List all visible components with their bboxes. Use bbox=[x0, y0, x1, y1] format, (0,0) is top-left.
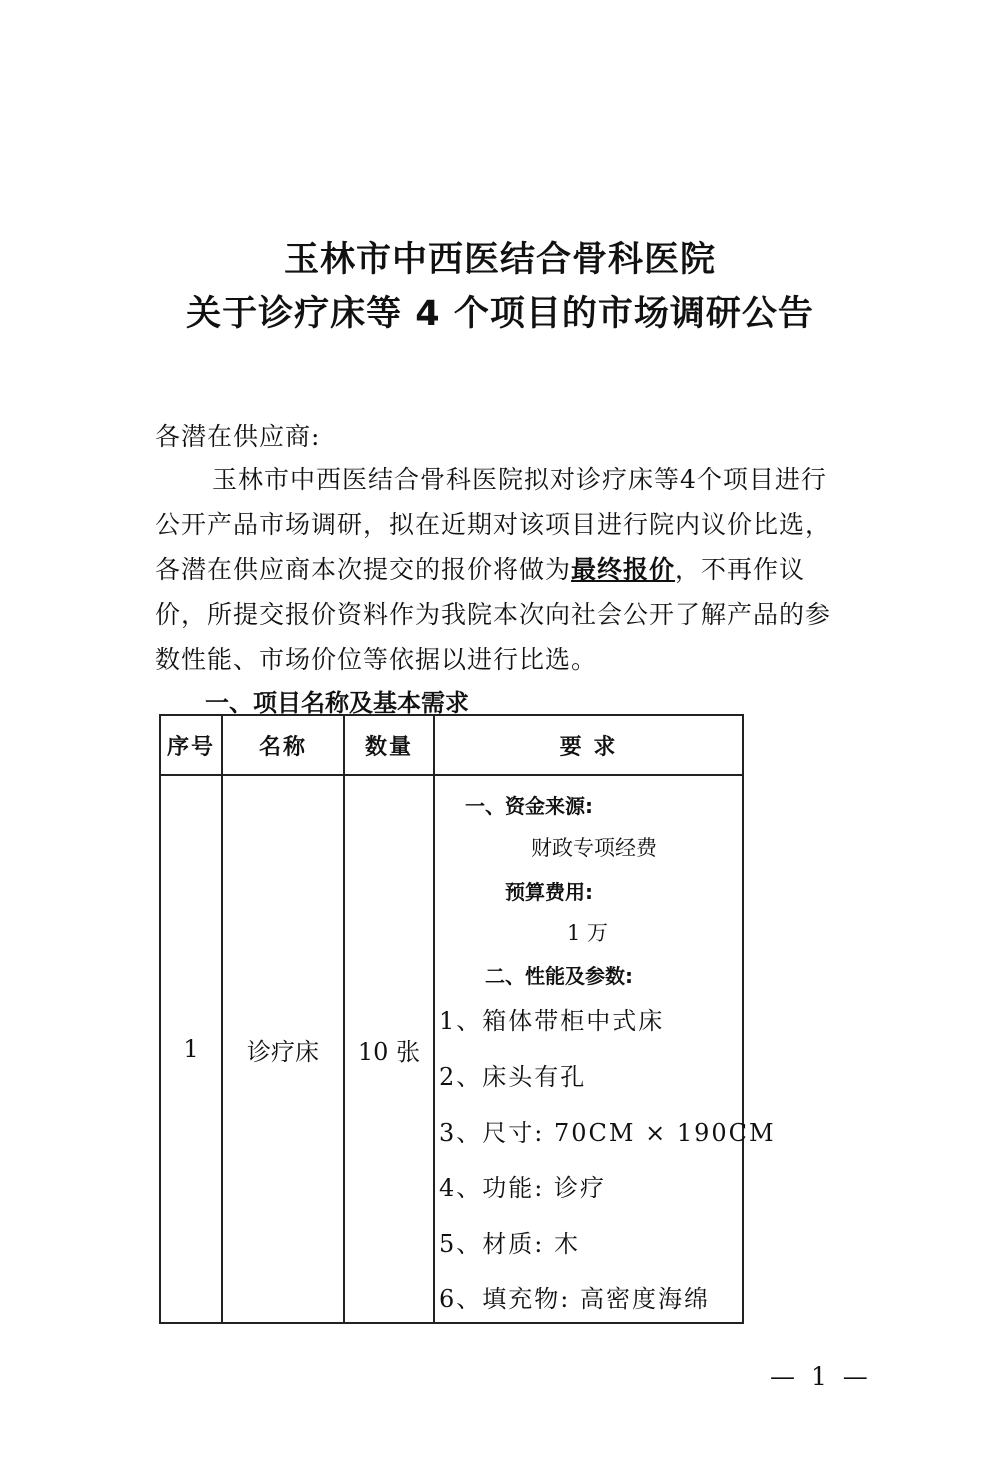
paragraph-line-2: 公开产品市场调研，拟在近期对该项目进行院内议价比选， bbox=[155, 510, 832, 539]
page-number: — 1 — bbox=[770, 1362, 872, 1391]
cell-index: 1 bbox=[160, 775, 222, 1323]
spec-item: 4、功能: 诊疗 bbox=[439, 1174, 606, 1202]
header-requirements: 要 求 bbox=[434, 715, 743, 775]
budget-value: 1 万 bbox=[567, 921, 609, 945]
cell-quantity: 10 张 bbox=[344, 775, 434, 1323]
salutation: 各潜在供应商: bbox=[155, 422, 321, 451]
title-line-2: 关于诊疗床等 4 个项目的市场调研公告 bbox=[186, 294, 814, 334]
header-quantity: 数量 bbox=[344, 715, 434, 775]
fund-value: 财政专项经费 bbox=[531, 836, 657, 860]
title-line-1: 玉林市中西医结合骨科医院 bbox=[283, 240, 716, 280]
requirements-table bbox=[159, 714, 776, 1324]
spec-item: 2、床头有孔 bbox=[439, 1063, 587, 1091]
spec-item: 6、填充物: 高密度海绵 bbox=[439, 1285, 710, 1313]
paragraph-line-5: 数性能、市场价位等依据以进行比选。 bbox=[155, 645, 598, 674]
table-header-row bbox=[160, 715, 743, 775]
paragraph-line-3-b: ，不再作议 bbox=[675, 555, 806, 584]
paragraph-line-1: 玉林市中西医结合骨科医院拟对诊疗床等4个项目进行 bbox=[212, 465, 827, 494]
spec-heading: 二、性能及参数: bbox=[485, 964, 633, 988]
spec-item: 1、箱体带柜中式床 bbox=[439, 1007, 665, 1035]
budget-heading: 预算费用: bbox=[505, 880, 593, 904]
spec-item: 5、材质: 木 bbox=[439, 1230, 580, 1258]
paragraph-line-3-a: 各潜在供应商本次提交的报价将做为 bbox=[155, 555, 572, 584]
header-index: 序号 bbox=[160, 715, 222, 775]
section-heading: 一、项目名称及基本需求 bbox=[205, 689, 469, 717]
cell-name: 诊疗床 bbox=[222, 775, 344, 1323]
paragraph-line-3 bbox=[155, 550, 805, 586]
fund-heading: 一、资金来源: bbox=[465, 794, 593, 818]
cell-requirements bbox=[434, 775, 776, 1323]
paragraph-line-4: 价，所提交报价资料作为我院本次向社会公开了解产品的参 bbox=[155, 600, 832, 629]
final-quote-emphasis: 最终报价 bbox=[571, 555, 676, 584]
spec-item: 3、尺寸: 70CM × 190CM bbox=[439, 1119, 776, 1147]
header-name: 名称 bbox=[222, 715, 344, 775]
table-row bbox=[160, 775, 743, 1323]
